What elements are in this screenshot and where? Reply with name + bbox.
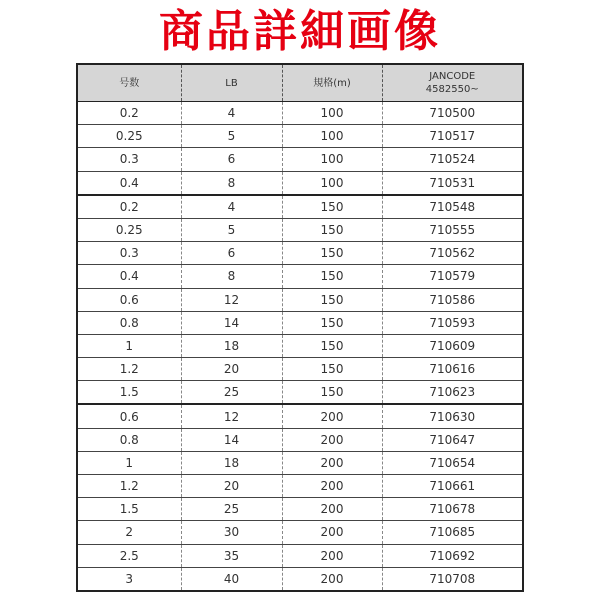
cell-jancode: 710517 [382,125,523,148]
cell-size: 0.2 [77,102,181,125]
spec-table-container [76,63,522,592]
cell-lb: 40 [181,567,282,591]
cell-size: 0.8 [77,311,181,334]
header-row [77,64,523,102]
cell-jancode: 710661 [382,475,523,498]
cell-length: 200 [282,498,382,521]
table-row [77,265,523,288]
cell-size: 3 [77,567,181,591]
cell-jancode: 710548 [382,195,523,219]
cell-jancode: 710524 [382,148,523,171]
cell-length: 200 [282,521,382,544]
header-jancode-prefix: 4582550~ [425,84,479,95]
table-row [77,171,523,195]
cell-size: 0.3 [77,148,181,171]
cell-lb: 8 [181,171,282,195]
table-row [77,334,523,357]
table-row [77,381,523,405]
cell-lb: 14 [181,428,282,451]
table-row [77,195,523,219]
page-title: 商品詳細画像 [159,6,441,57]
cell-jancode: 710654 [382,451,523,474]
cell-lb: 4 [181,102,282,125]
cell-length: 100 [282,102,382,125]
table-row [77,242,523,265]
cell-size: 1 [77,451,181,474]
cell-size: 1.2 [77,475,181,498]
cell-size: 0.25 [77,125,181,148]
cell-size: 1.5 [77,498,181,521]
cell-jancode: 710500 [382,102,523,125]
cell-length: 200 [282,428,382,451]
cell-size: 1 [77,334,181,357]
table-row [77,311,523,334]
table-row [77,498,523,521]
cell-jancode: 710586 [382,288,523,311]
cell-size: 0.2 [77,195,181,219]
header-lb: LB [181,64,282,102]
cell-size: 2 [77,521,181,544]
table-row [77,148,523,171]
spec-table-header [77,64,523,102]
cell-length: 100 [282,125,382,148]
table-row [77,544,523,567]
cell-lb: 6 [181,242,282,265]
cell-jancode: 710647 [382,428,523,451]
cell-size: 1.5 [77,381,181,405]
cell-jancode: 710616 [382,358,523,381]
cell-lb: 30 [181,521,282,544]
cell-jancode: 710593 [382,311,523,334]
cell-lb: 18 [181,451,282,474]
cell-lb: 12 [181,404,282,428]
cell-jancode: 710692 [382,544,523,567]
cell-jancode: 710531 [382,171,523,195]
cell-size: 0.4 [77,171,181,195]
cell-length: 150 [282,311,382,334]
cell-length: 200 [282,567,382,591]
table-row [77,102,523,125]
cell-size: 0.8 [77,428,181,451]
table-row [77,218,523,241]
cell-size: 0.4 [77,265,181,288]
cell-size: 0.6 [77,288,181,311]
cell-lb: 8 [181,265,282,288]
table-row [77,567,523,591]
table-row [77,358,523,381]
cell-length: 150 [282,242,382,265]
cell-lb: 5 [181,218,282,241]
cell-jancode: 710630 [382,404,523,428]
header-length: 規格(m) [282,64,382,102]
cell-lb: 5 [181,125,282,148]
cell-size: 2.5 [77,544,181,567]
cell-size: 0.25 [77,218,181,241]
cell-lb: 20 [181,475,282,498]
cell-length: 200 [282,404,382,428]
cell-length: 100 [282,171,382,195]
cell-length: 150 [282,288,382,311]
cell-length: 200 [282,544,382,567]
table-row [77,451,523,474]
cell-length: 150 [282,334,382,357]
cell-length: 100 [282,148,382,171]
cell-size: 1.2 [77,358,181,381]
cell-lb: 35 [181,544,282,567]
table-row [77,404,523,428]
cell-lb: 12 [181,288,282,311]
cell-lb: 14 [181,311,282,334]
cell-lb: 25 [181,381,282,405]
cell-lb: 18 [181,334,282,357]
cell-jancode: 710623 [382,381,523,405]
spec-table-body [77,102,523,591]
table-row [77,288,523,311]
cell-length: 200 [282,451,382,474]
cell-jancode: 710708 [382,567,523,591]
table-row [77,428,523,451]
cell-jancode: 710555 [382,218,523,241]
cell-lb: 20 [181,358,282,381]
cell-length: 150 [282,195,382,219]
cell-size: 0.6 [77,404,181,428]
cell-length: 150 [282,381,382,405]
cell-length: 150 [282,358,382,381]
cell-lb: 6 [181,148,282,171]
cell-jancode: 710562 [382,242,523,265]
cell-length: 200 [282,475,382,498]
table-row [77,475,523,498]
cell-length: 150 [282,265,382,288]
cell-jancode: 710579 [382,265,523,288]
cell-jancode: 710678 [382,498,523,521]
cell-lb: 4 [181,195,282,219]
cell-length: 150 [282,218,382,241]
header-jancode [382,64,523,102]
table-row [77,125,523,148]
cell-jancode: 710685 [382,521,523,544]
cell-size: 0.3 [77,242,181,265]
header-jancode-label: JANCODE [429,71,476,82]
spec-table [76,63,524,592]
table-row [77,521,523,544]
header-size: 号数 [77,64,181,102]
cell-lb: 25 [181,498,282,521]
cell-jancode: 710609 [382,334,523,357]
